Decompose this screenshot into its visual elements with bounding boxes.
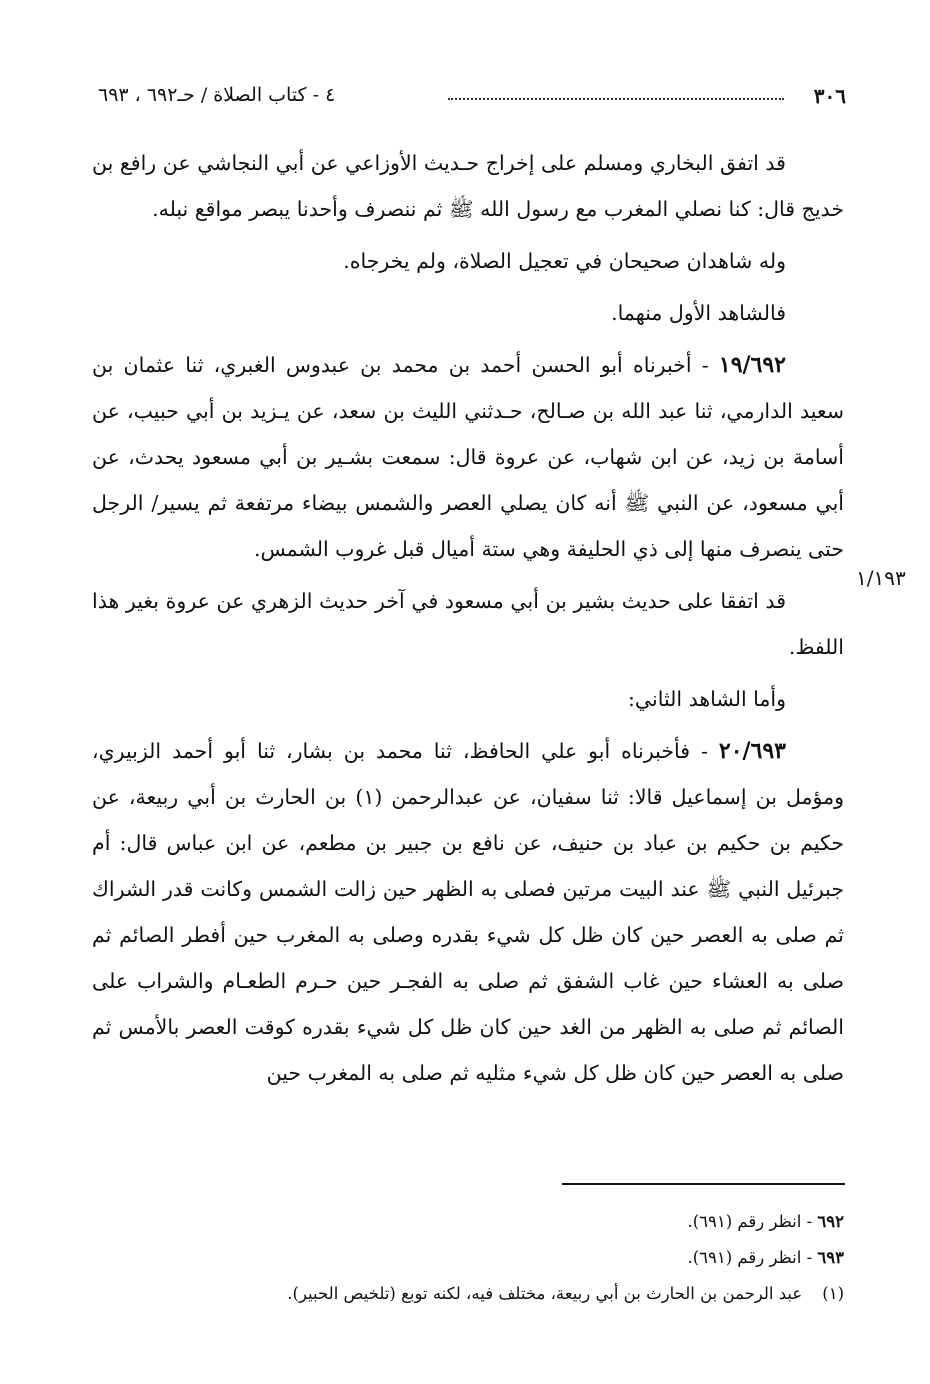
footnote-number: ٦٩٣ bbox=[817, 1248, 844, 1267]
paragraph-3: فالشاهد الأول منهما. bbox=[611, 301, 786, 325]
page-number: ٣٠٦ bbox=[813, 84, 846, 108]
footnote-separator bbox=[562, 1183, 845, 1185]
hadith-692-text: - أخبرناه أبو الحسن أحمد بن محمد بن عبدوس الغبري، ثنا عثمان بن سعيد الدارمي، ثنا عبد الله بن صـالح، حـدثني الليث بن سعد، عن يـزيد بن أبي حبيب، عن أسامة بن زيد، عن ابن شهاب، عن عروة قال: سمعت بشـير بن أبي مسعود يحدث، عن أبي مسعود، عن النبي ﷺ أنه كان يصلي العصر والشمس بيضاء مرتفعة ثم يسير/ الرجل حتى ينصرف منها إلى ذي الحليفة وهي ستة أميال قبل غروب الشمس. bbox=[92, 353, 844, 561]
footnotes bbox=[150, 1204, 844, 1312]
hadith-693 bbox=[92, 728, 844, 1096]
margin-page-reference: ١/١٩٣ bbox=[856, 566, 906, 590]
footnote-text: - انظر رقم (٦٩١). bbox=[687, 1212, 818, 1231]
paragraph-1: قد اتفق البخاري ومسلم على إخراج حـديث الأوزاعي عن أبي النجاشي عن رافع بن خديج قال: كنا نصلي المغرب مع رسول الله ﷺ ثم ننصرف وأحدنا يبصر مواقع نبله. bbox=[92, 151, 844, 221]
page-header bbox=[98, 84, 846, 114]
footnote-1 bbox=[150, 1276, 844, 1312]
paragraph-2: وله شاهدان صحيحان في تعجيل الصلاة، ولم يخرجاه. bbox=[343, 249, 786, 273]
footnote-marker: (١) bbox=[822, 1284, 844, 1303]
footnote-692 bbox=[150, 1204, 844, 1240]
hadith-number-692: ١٩/٦٩٢ bbox=[718, 352, 786, 378]
footnote-text: عبد الرحمن بن الحارث بن أبي ربيعة، مختلف فيه، لكنه توبع (تلخيص الحبير). bbox=[287, 1284, 803, 1303]
footnote-text: - انظر رقم (٦٩١). bbox=[687, 1248, 818, 1267]
main-text bbox=[92, 140, 844, 1096]
hadith-692 bbox=[92, 342, 844, 572]
running-title: ٤ - كتاب الصلاة / حـ٦٩٢ ، ٦٩٣ bbox=[98, 84, 336, 106]
paragraph-5: قد اتفقا على حديث بشير بن أبي مسعود في آخر حديث الزهري عن عروة بغير هذا اللفظ. bbox=[92, 589, 844, 659]
header-dotted-leader bbox=[448, 98, 784, 100]
paragraph-6: وأما الشاهد الثاني: bbox=[628, 687, 786, 711]
hadith-number-693: ٢٠/٦٩٣ bbox=[718, 738, 786, 764]
footnote-693 bbox=[150, 1240, 844, 1276]
footnote-number: ٦٩٢ bbox=[817, 1212, 844, 1231]
hadith-693-text: - فأخبرناه أبو علي الحافظ، ثنا محمد بن بشار، ثنا أبو أحمد الزبيري، ومؤمل بن إسماعيل قالا: ثنا سفيان، عن عبدالرحمن (١) بن الحارث بن أبي ربيعة، عن حكيم بن حكيم بن عباد بن حنيف، عن نافع بن جبير بن مطعم، عن ابن عباس قال: أم جبرئيل النبي ﷺ عند البيت مرتين فصلى به الظهر حين زالت الشمس وكانت قدر الشراك ثم صلى به العصر حين كان ظل كل شيء بقدره وصلى به المغرب حين أفطر الصائم ثم صلى به العشاء حين غاب الشفق ثم صلى به الفجـر حين حـرم الطعـام والشراب على الصائم ثم صلى به الظهر من الغد حين كان ظل كل شيء بقدره كوقت العصر بالأمس ثم صلى به العصر حين كان ظل كل شيء مثليه ثم صلى به المغرب حين bbox=[92, 739, 844, 1085]
